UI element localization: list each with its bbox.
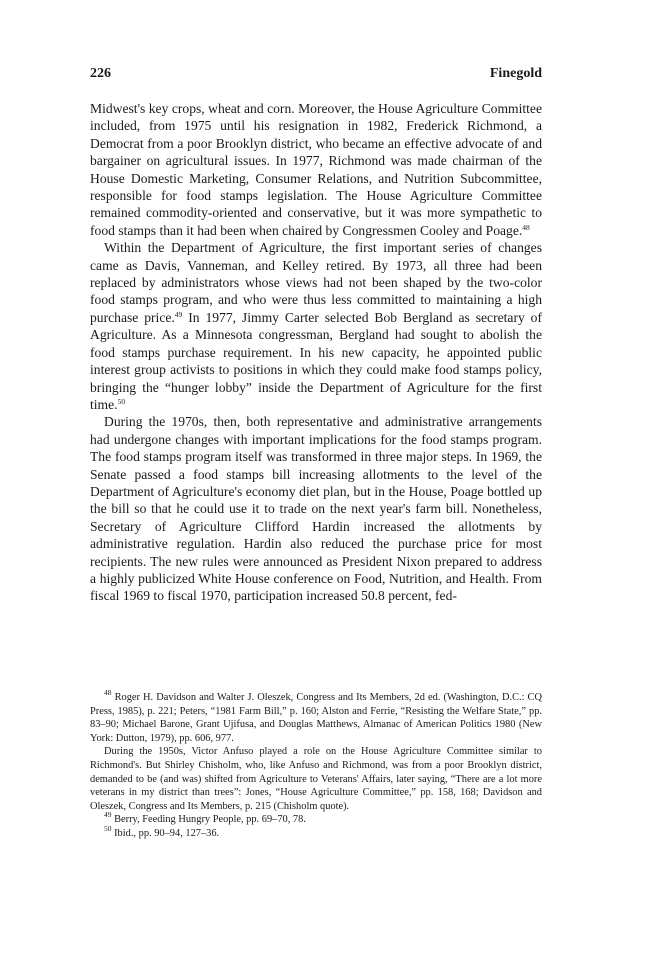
paragraph-text: Within the Department of Agriculture, the first important series of changes came as Davis, Vanneman, and Kelley retired. By 1973, all three had been replaced by administrators whose views had not been shaped by the two-color food stamps program, and who were thus less committed to maintaining a high purchase price. (90, 240, 542, 325)
footnotes (90, 688, 542, 841)
footnote (90, 810, 542, 827)
paragraph-text: Midwest's key crops, wheat and corn. Moreover, the House Agriculture Committee included, from 1975 until his resignation in 1982, Frederick Richmond, a Democrat from a poor Brooklyn district, who became an effective advocate of and bargainer on agricultural issues. In 1977, Richmond was made chairman of the House Domestic Marketing, Consumer Relations, and Nutrition Subcommittee, responsible for food stamps legislation. The House Agriculture Committee remained commodity-oriented and conservative, but it was more sympathetic to food stamps than it had been when chaired by Congressmen Cooley and Poage. (90, 101, 542, 238)
footnote (90, 688, 542, 745)
footnote-ref: 49 (174, 309, 183, 319)
paragraph-text: During the 1970s, then, both representative and administrative arrangements had undergone changes with important implications for the food stamps program. The food stamps program itself was transformed in three major steps. In 1969, the Senate passed a food stamps bill increasing allotments to the level of the Department of Agriculture's economy diet plan, but in the House, Poage bottled up the bill so that he could use it to trade on the next year's farm bill. Nonetheless, Secretary of Agriculture Clifford Hardin increased the allotments by administrative regulation. Hardin also reduced the purchase price for most recipients. The new rules were announced as President Nixon prepared to address a highly publicized White House conference on Food, Nutrition, and Health. From fiscal 1969 to fiscal 1970, participation increased 50.8 percent, fed- (90, 414, 542, 604)
paragraph (90, 413, 542, 604)
body-text (90, 100, 542, 605)
footnote-text: Ibid., pp. 90–94, 127–36. (111, 827, 220, 839)
footnote-text: Roger H. Davidson and Walter J. Oleszek, Congress and Its Members, 2d ed. (Washington, D.C.: CQ Press, 1985), p. 221; Peters, “1981 Farm Bill,” p. 160; Alston and Ferrie, “Resisting the Welfare State,” pp. 83–90; Michael Barone, Grant Ujifusa, and Douglas Matthews, Almanac of American Politics 1980 (New York: Dutton, 1979), pp. 606, 977. (90, 692, 542, 744)
footnote-ref: 50 (117, 396, 126, 406)
paragraph-text: In 1977, Jimmy Carter selected Bob Bergland as secretary of Agriculture. As a Minnesota congressman, Bergland had sought to abolish the food stamps purchase requirement. In his new capacity, he appointed public interest group activists to positions in which they could make food stamps policy, bringing the “hunger lobby” inside the Department of Agriculture for the first time. (90, 309, 542, 412)
footnote-ref: 48 (522, 222, 530, 232)
page-header (90, 66, 542, 82)
footnote-mark: 49 (104, 810, 112, 820)
footnote (90, 823, 542, 841)
footnote-text: Berry, Feeding Hungry People, pp. 69–70, 78. (111, 814, 306, 826)
footnote (90, 745, 542, 813)
paragraph (90, 239, 542, 413)
footnote-text: During the 1950s, Victor Anfuso played a role on the House Agriculture Committee similar to Richmond's. But Shirley Chisholm, who, like Anfuso and Richmond, was from a poor Brooklyn district, demanded to be (and was) shifted from Agriculture to Veterans' Affairs, later saying, “There are a lot more veterans in my district than trees”: Jones, “House Agriculture Committee,” pp. 158, 168; Davidson and Oleszek, Congress and Its Members, p. 215 (Chisholm quote). (90, 746, 542, 812)
paragraph (90, 100, 542, 239)
running-head: Finegold (489, 66, 542, 81)
page-number: 226 (90, 66, 111, 81)
footnote-mark: 48 (104, 688, 112, 697)
footnote-mark: 50 (104, 823, 112, 833)
